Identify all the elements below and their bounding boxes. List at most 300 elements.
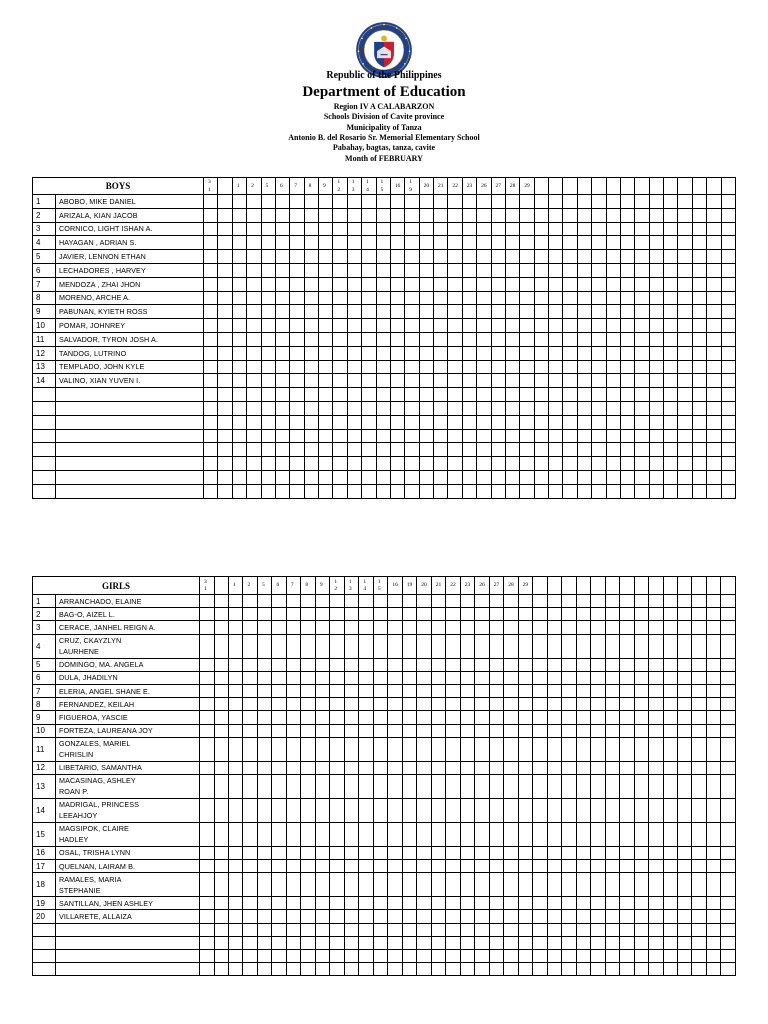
attendance-cell (200, 737, 214, 761)
attendance-cell (663, 737, 677, 761)
attendance-cell (692, 305, 706, 319)
attendance-cell (678, 684, 692, 697)
attendance-cell (446, 798, 460, 822)
attendance-cell (315, 860, 329, 873)
day-header-cell (664, 178, 678, 195)
attendance-cell (475, 873, 489, 897)
attendance-cell (434, 457, 448, 471)
attendance-cell (315, 963, 329, 976)
day-header-cell (549, 178, 563, 195)
attendance-cell (577, 388, 591, 402)
day-label: 22 (452, 182, 458, 189)
attendance-cell (505, 236, 519, 250)
day-label: 1 9 (409, 179, 413, 193)
attendance-cell (563, 470, 577, 484)
attendance-cell (301, 737, 315, 761)
attendance-cell (304, 429, 318, 443)
day-label: 28 (508, 582, 514, 589)
attendance-cell (649, 774, 663, 798)
attendance-cell (477, 291, 491, 305)
attendance-cell (388, 910, 402, 923)
attendance-cell (304, 250, 318, 264)
attendance-cell (247, 222, 261, 236)
attendance-cell (460, 698, 474, 711)
attendance-cell (232, 415, 246, 429)
day-header-cell (520, 178, 534, 195)
attendance-cell (446, 936, 460, 949)
student-name: LECHADORES , HARVEY (56, 263, 204, 277)
attendance-cell (692, 658, 706, 671)
attendance-cell (446, 873, 460, 897)
attendance-cell (286, 923, 300, 936)
attendance-cell (721, 798, 735, 822)
attendance-cell (562, 761, 576, 774)
attendance-cell (330, 923, 344, 936)
attendance-cell (376, 484, 390, 498)
attendance-cell (304, 374, 318, 388)
attendance-cell (431, 761, 445, 774)
attendance-cell (344, 658, 358, 671)
student-row (33, 195, 736, 209)
attendance-cell (373, 963, 387, 976)
attendance-cell (272, 608, 286, 621)
attendance-cell (520, 250, 534, 264)
attendance-cell (477, 374, 491, 388)
attendance-cell (549, 236, 563, 250)
attendance-cell (376, 374, 390, 388)
attendance-cell (491, 415, 505, 429)
attendance-cell (359, 621, 373, 634)
student-row (33, 774, 736, 798)
day-label: 1 (232, 582, 236, 589)
attendance-cell (606, 291, 620, 305)
attendance-cell (475, 936, 489, 949)
attendance-cell (390, 250, 404, 264)
department-heading: Department of Education (302, 84, 466, 100)
attendance-cell (405, 277, 419, 291)
attendance-cell (228, 798, 242, 822)
attendance-cell (475, 897, 489, 910)
attendance-cell (388, 897, 402, 910)
student-name: HAYAGAN , ADRIAN S. (56, 236, 204, 250)
attendance-cell (635, 222, 649, 236)
attendance-cell (549, 208, 563, 222)
attendance-cell (200, 897, 214, 910)
attendance-cell (692, 774, 706, 798)
attendance-cell (448, 415, 462, 429)
attendance-cell (549, 263, 563, 277)
attendance-cell (520, 332, 534, 346)
row-number (33, 443, 56, 457)
student-row (33, 724, 736, 737)
student-row (33, 360, 736, 374)
attendance-cell (692, 634, 706, 658)
attendance-cell (460, 897, 474, 910)
attendance-cell (721, 860, 735, 873)
attendance-cell (390, 277, 404, 291)
attendance-cell (678, 236, 692, 250)
attendance-cell (721, 634, 735, 658)
attendance-cell (591, 634, 605, 658)
attendance-cell (504, 822, 518, 846)
attendance-cell (390, 319, 404, 333)
attendance-cell (620, 963, 634, 976)
attendance-cell (301, 846, 315, 859)
attendance-cell (388, 658, 402, 671)
attendance-cell (692, 897, 706, 910)
student-name: TEMPLADO, JOHN KYLE (56, 360, 204, 374)
attendance-cell (620, 415, 634, 429)
attendance-cell (228, 860, 242, 873)
row-number: 14 (33, 374, 56, 388)
row-number: 18 (33, 873, 56, 897)
attendance-cell (275, 236, 289, 250)
attendance-cell (721, 305, 735, 319)
attendance-cell (347, 457, 361, 471)
attendance-cell (649, 319, 663, 333)
attendance-cell (402, 963, 416, 976)
attendance-cell (721, 671, 735, 684)
attendance-cell (663, 724, 677, 737)
attendance-cell (419, 277, 433, 291)
attendance-cell (390, 401, 404, 415)
attendance-cell (405, 415, 419, 429)
attendance-cell (388, 873, 402, 897)
attendance-cell (431, 822, 445, 846)
attendance-cell (333, 470, 347, 484)
attendance-cell (405, 457, 419, 471)
day-header-cell (678, 577, 692, 595)
attendance-cell (577, 470, 591, 484)
attendance-cell (402, 923, 416, 936)
attendance-cell (518, 761, 532, 774)
attendance-cell (373, 608, 387, 621)
attendance-cell (620, 291, 634, 305)
attendance-cell (707, 470, 721, 484)
attendance-cell (562, 621, 576, 634)
attendance-cell (204, 443, 218, 457)
attendance-cell (620, 222, 634, 236)
attendance-cell (402, 761, 416, 774)
attendance-cell (448, 208, 462, 222)
student-name: FIGUEROA, YASCIE (56, 711, 200, 724)
attendance-cell (405, 401, 419, 415)
attendance-cell (319, 374, 333, 388)
attendance-cell (344, 963, 358, 976)
attendance-cell (635, 305, 649, 319)
attendance-cell (304, 222, 318, 236)
attendance-cell (319, 250, 333, 264)
day-header-cell (605, 577, 619, 595)
attendance-cell (649, 305, 663, 319)
attendance-cell (475, 846, 489, 859)
attendance-cell (204, 291, 218, 305)
day-label: 9 (319, 582, 323, 589)
attendance-cell (330, 608, 344, 621)
attendance-cell (388, 608, 402, 621)
attendance-cell (218, 346, 232, 360)
attendance-cell (605, 798, 619, 822)
attendance-cell (520, 263, 534, 277)
attendance-cell (214, 923, 228, 936)
attendance-cell (504, 621, 518, 634)
attendance-cell (362, 415, 376, 429)
attendance-cell (359, 936, 373, 949)
attendance-cell (706, 963, 720, 976)
attendance-cell (319, 457, 333, 471)
attendance-cell (330, 963, 344, 976)
attendance-cell (549, 195, 563, 209)
attendance-cell (706, 774, 720, 798)
attendance-cell (261, 305, 275, 319)
student-row (33, 621, 736, 634)
attendance-cell (592, 415, 606, 429)
attendance-cell (301, 798, 315, 822)
attendance-cell (319, 332, 333, 346)
day-label: 26 (481, 182, 487, 189)
day-header-cell (359, 577, 373, 595)
attendance-cell (606, 388, 620, 402)
attendance-cell (549, 346, 563, 360)
attendance-cell (678, 923, 692, 936)
attendance-cell (373, 897, 387, 910)
attendance-cell (592, 208, 606, 222)
attendance-cell (605, 822, 619, 846)
attendance-cell (390, 236, 404, 250)
student-row (33, 671, 736, 684)
attendance-cell (315, 711, 329, 724)
day-header-cell (707, 178, 721, 195)
attendance-cell (547, 774, 561, 798)
attendance-cell (304, 443, 318, 457)
row-number: 12 (33, 346, 56, 360)
row-number: 5 (33, 658, 56, 671)
attendance-cell (576, 923, 590, 936)
day-label: 29 (522, 582, 529, 589)
attendance-cell (228, 684, 242, 697)
attendance-cell (319, 195, 333, 209)
attendance-cell (620, 737, 634, 761)
attendance-cell (301, 621, 315, 634)
attendance-cell (319, 319, 333, 333)
boys-title: BOYS (33, 178, 204, 195)
attendance-cell (678, 222, 692, 236)
student-name (56, 923, 200, 936)
attendance-cell (721, 873, 735, 897)
attendance-cell (417, 724, 431, 737)
attendance-cell (405, 429, 419, 443)
attendance-cell (706, 711, 720, 724)
attendance-cell (388, 711, 402, 724)
attendance-cell (489, 936, 503, 949)
attendance-cell (591, 698, 605, 711)
attendance-cell (518, 846, 532, 859)
attendance-cell (489, 923, 503, 936)
day-header-cell (243, 577, 257, 595)
attendance-cell (362, 291, 376, 305)
attendance-cell (664, 443, 678, 457)
attendance-cell (563, 429, 577, 443)
attendance-cell (534, 360, 548, 374)
attendance-cell (272, 621, 286, 634)
attendance-cell (373, 737, 387, 761)
attendance-cell (344, 634, 358, 658)
attendance-cell (434, 250, 448, 264)
attendance-cell (592, 250, 606, 264)
day-header-cell (204, 178, 218, 195)
attendance-cell (475, 737, 489, 761)
attendance-cell (347, 208, 361, 222)
attendance-cell (692, 388, 706, 402)
attendance-cell (649, 263, 663, 277)
attendance-cell (649, 208, 663, 222)
attendance-cell (315, 698, 329, 711)
attendance-cell (664, 195, 678, 209)
attendance-cell (419, 484, 433, 498)
attendance-cell (549, 250, 563, 264)
day-header-cell (446, 577, 460, 595)
attendance-cell (434, 236, 448, 250)
attendance-cell (218, 401, 232, 415)
attendance-cell (518, 950, 532, 963)
attendance-cell (721, 658, 735, 671)
student-name: POMAR, JOHNREY (56, 319, 204, 333)
attendance-cell (592, 236, 606, 250)
attendance-cell (272, 963, 286, 976)
attendance-cell (489, 798, 503, 822)
attendance-cell (333, 236, 347, 250)
student-row (33, 658, 736, 671)
attendance-cell (405, 291, 419, 305)
student-name (56, 415, 204, 429)
attendance-cell (563, 250, 577, 264)
day-header-cell (304, 178, 318, 195)
attendance-cell (402, 910, 416, 923)
attendance-cell (518, 608, 532, 621)
attendance-cell (549, 470, 563, 484)
attendance-cell (462, 374, 476, 388)
attendance-cell (315, 761, 329, 774)
attendance-cell (431, 737, 445, 761)
attendance-cell (605, 621, 619, 634)
attendance-cell (518, 910, 532, 923)
attendance-cell (228, 724, 242, 737)
attendance-cell (200, 671, 214, 684)
attendance-cell (359, 963, 373, 976)
attendance-cell (577, 277, 591, 291)
attendance-cell (290, 415, 304, 429)
row-number: 1 (33, 195, 56, 209)
attendance-cell (257, 822, 271, 846)
attendance-cell (272, 860, 286, 873)
row-number: 13 (33, 774, 56, 798)
attendance-cell (721, 910, 735, 923)
attendance-cell (533, 608, 547, 621)
attendance-cell (204, 415, 218, 429)
day-header-cell (247, 178, 261, 195)
attendance-cell (707, 236, 721, 250)
attendance-cell (434, 443, 448, 457)
attendance-cell (434, 374, 448, 388)
attendance-cell (491, 305, 505, 319)
attendance-cell (390, 305, 404, 319)
attendance-cell (649, 698, 663, 711)
attendance-cell (477, 208, 491, 222)
attendance-cell (664, 429, 678, 443)
attendance-cell (330, 711, 344, 724)
attendance-cell (692, 621, 706, 634)
attendance-cell (388, 698, 402, 711)
attendance-cell (218, 291, 232, 305)
attendance-cell (286, 910, 300, 923)
attendance-cell (243, 923, 257, 936)
attendance-cell (678, 910, 692, 923)
attendance-cell (678, 873, 692, 897)
row-number (33, 923, 56, 936)
empty-row (33, 401, 736, 415)
attendance-cell (576, 822, 590, 846)
attendance-cell (376, 291, 390, 305)
day-header-cell (692, 577, 706, 595)
attendance-cell (390, 332, 404, 346)
attendance-cell (347, 429, 361, 443)
attendance-cell (228, 621, 242, 634)
attendance-cell (228, 963, 242, 976)
attendance-cell (649, 415, 663, 429)
attendance-cell (460, 798, 474, 822)
attendance-cell (663, 608, 677, 621)
attendance-cell (200, 860, 214, 873)
student-name (56, 443, 204, 457)
attendance-cell (359, 634, 373, 658)
attendance-cell (402, 897, 416, 910)
attendance-cell (505, 291, 519, 305)
student-name: SALVADOR, TYRON JOSH A. (56, 332, 204, 346)
attendance-cell (218, 443, 232, 457)
attendance-cell (605, 737, 619, 761)
attendance-cell (692, 236, 706, 250)
attendance-cell (547, 910, 561, 923)
attendance-cell (576, 774, 590, 798)
attendance-cell (272, 671, 286, 684)
day-label: 28 (509, 182, 516, 189)
attendance-cell (620, 711, 634, 724)
attendance-cell (489, 897, 503, 910)
attendance-cell (419, 388, 433, 402)
day-header-cell (721, 178, 735, 195)
student-name (56, 388, 204, 402)
attendance-cell (533, 634, 547, 658)
attendance-cell (204, 195, 218, 209)
attendance-cell (330, 873, 344, 897)
attendance-cell (634, 737, 648, 761)
attendance-cell (591, 737, 605, 761)
attendance-cell (290, 360, 304, 374)
attendance-cell (347, 484, 361, 498)
attendance-cell (563, 332, 577, 346)
attendance-cell (376, 332, 390, 346)
attendance-cell (376, 429, 390, 443)
attendance-cell (261, 236, 275, 250)
attendance-cell (547, 634, 561, 658)
attendance-cell (390, 457, 404, 471)
attendance-cell (721, 774, 735, 798)
attendance-cell (275, 291, 289, 305)
attendance-cell (489, 671, 503, 684)
day-label: 9 (323, 182, 326, 189)
attendance-cell (706, 595, 720, 608)
attendance-cell (533, 846, 547, 859)
